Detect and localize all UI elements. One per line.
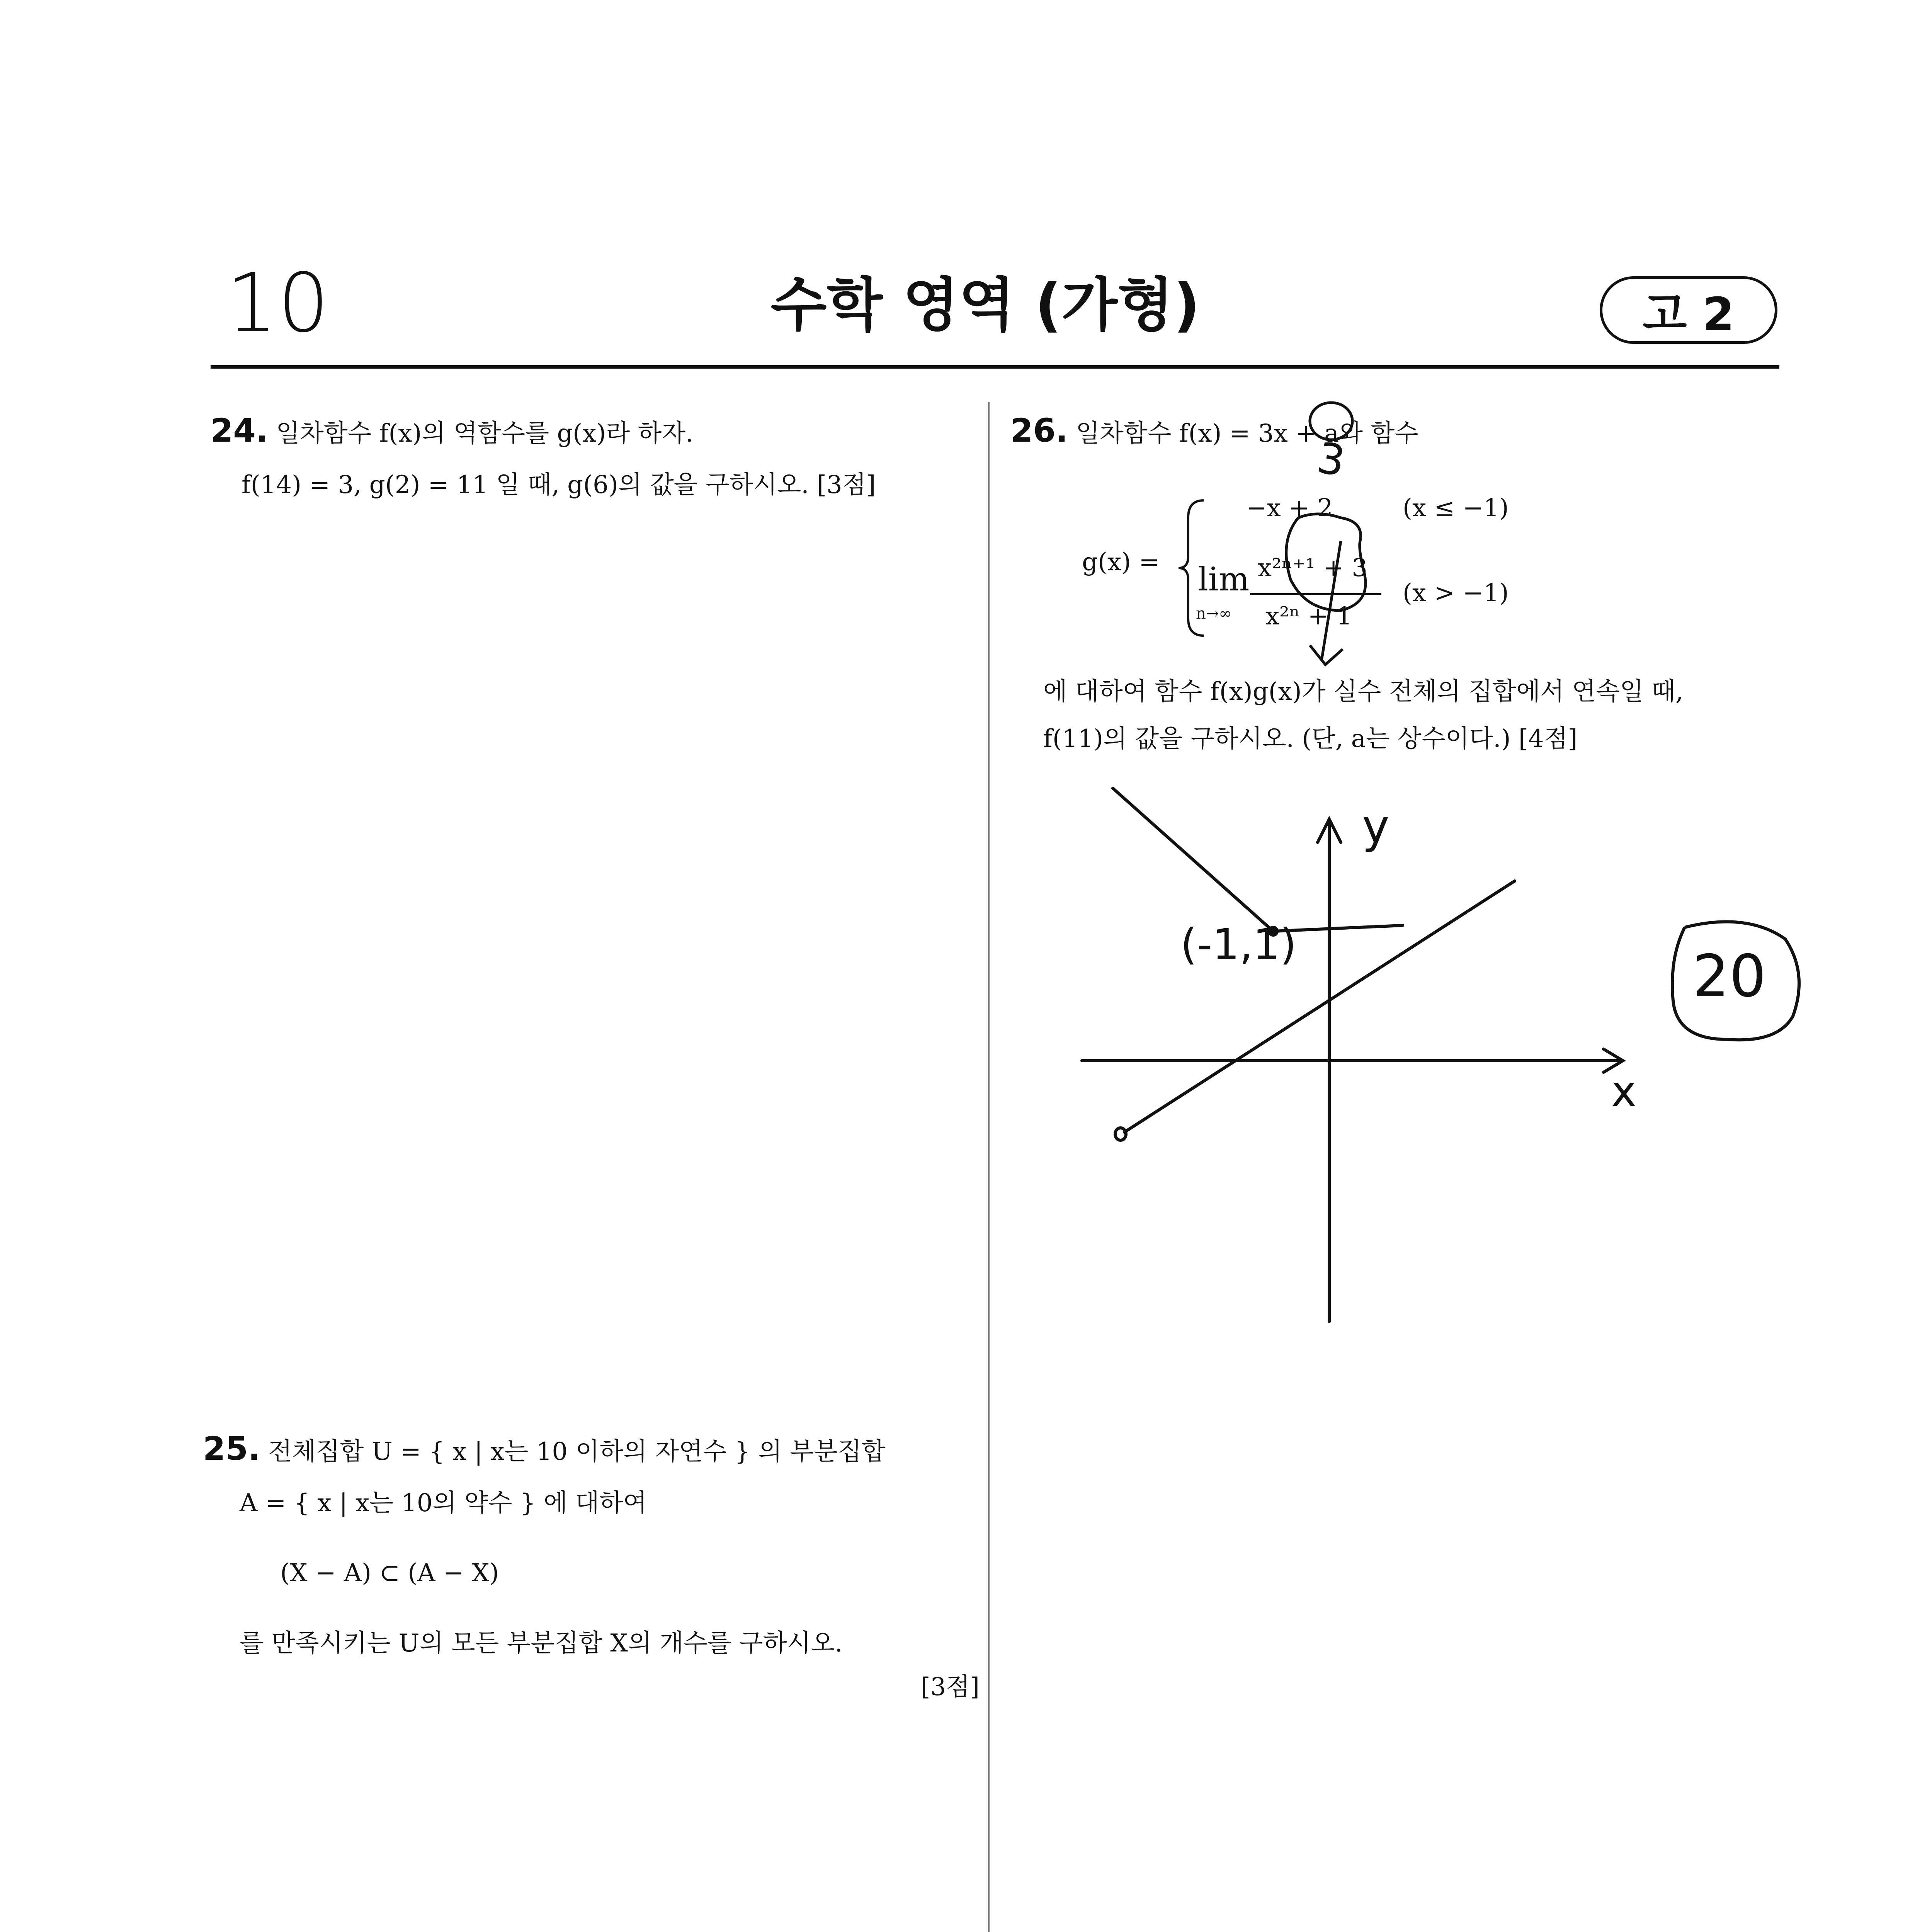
column-divider — [988, 402, 990, 1932]
question-25 — [203, 1418, 980, 1702]
handwritten-answer: 20 — [1692, 943, 1766, 1010]
header-divider — [211, 365, 1779, 369]
question-24 — [211, 400, 876, 509]
limit-subscript: n→∞ — [1196, 605, 1232, 622]
grade-badge — [1600, 276, 1777, 344]
point-label: (-1,1) — [1180, 920, 1297, 969]
question-text: 전체집합 U = { x | x는 10 이하의 자연수 } 의 부분집합 — [268, 1437, 886, 1466]
case2-condition: (x > −1) — [1403, 579, 1509, 607]
question-text: A = { x | x는 10의 약수 } 에 대하여 — [240, 1488, 647, 1517]
question-text: 에 대하여 함수 f(x)g(x)가 실수 전체의 집합에서 연속일 때, — [1043, 677, 1684, 706]
case1-condition: (x ≤ −1) — [1403, 494, 1509, 522]
handwriting-overlay — [1275, 394, 1468, 688]
question-text: 를 만족시키는 U의 모든 부분집합 X의 개수를 구하시오. — [240, 1629, 843, 1658]
question-number: 24. — [211, 412, 268, 449]
fraction-denominator: x²ⁿ + 1 — [1265, 602, 1352, 631]
handwritten-a-value: 3 — [1313, 432, 1349, 486]
g-label: g(x) = — [1082, 548, 1160, 577]
question-text: 일차함수 f(x) = 3x + a와 함수 — [1076, 419, 1418, 448]
question-text: f(14) = 3, g(2) = 11 일 때, g(6)의 값을 구하시오. [3점] — [242, 470, 876, 499]
limit-symbol: lim — [1198, 560, 1250, 598]
case1-expression: −x + 2 — [1246, 494, 1333, 522]
points-label: [3점] — [920, 1673, 980, 1702]
question-text: f(11)의 값을 구하시오. (단, a는 상수이다.) [4점] — [1043, 724, 1578, 753]
page-number: 10 — [226, 256, 330, 350]
line-neg-x-plus-2 — [1113, 788, 1273, 931]
y-axis-label: y — [1362, 800, 1390, 854]
x-axis-label: x — [1611, 1066, 1637, 1116]
handwritten-graph — [1063, 773, 1642, 1333]
question-number: 26. — [1010, 412, 1068, 449]
question-text: 일차함수 f(x)의 역함수를 g(x)라 하자. — [276, 419, 694, 448]
grade-label: 고 2 — [1643, 287, 1735, 341]
fraction-numerator: x²ⁿ⁺¹ + 3 — [1258, 554, 1367, 582]
set-condition: (X − A) ⊂ (A − X) — [280, 1559, 499, 1588]
page-title: 수학 영역 (가형) — [770, 272, 1200, 339]
line-y-equals-x — [1124, 881, 1515, 1132]
question-number: 25. — [203, 1430, 260, 1468]
